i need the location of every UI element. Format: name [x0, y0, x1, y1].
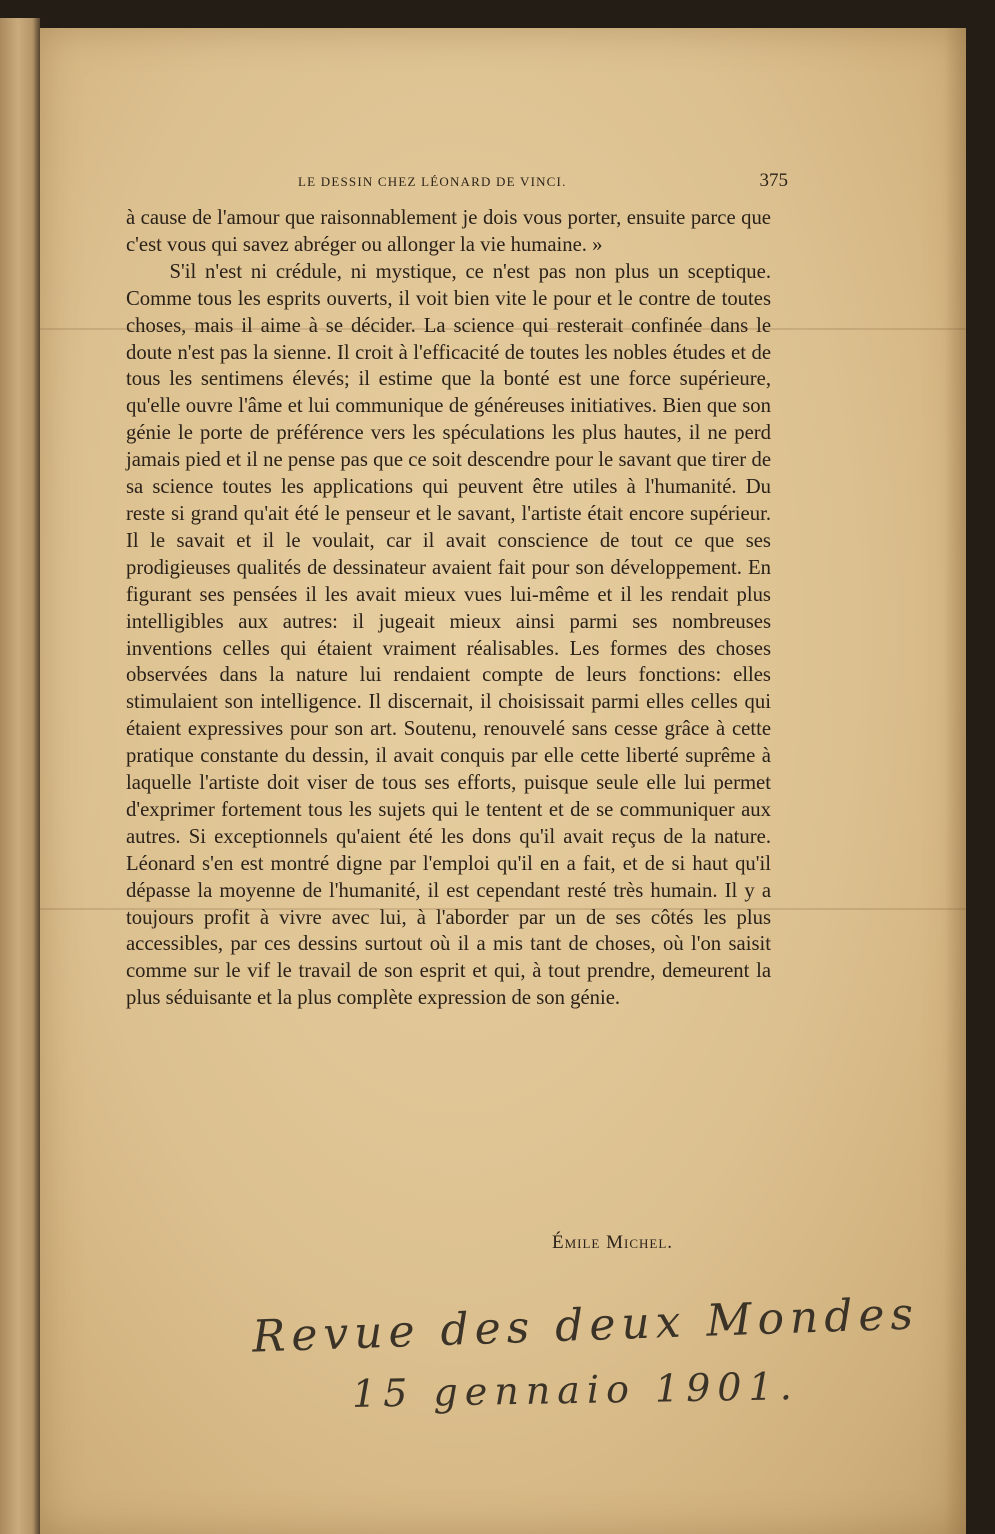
paragraph: S'il n'est ni crédule, ni mystique, ce n'est pas non plus un sceptique. Comme tous les esprits ouverts, il voit bien vite le pour et le contre de toutes choses, mais il aime à se décider. La science qui resterait confinée dans le doute n'est pas la sienne. Il croit à l'efficacité de toutes les nobles études et de tous les sentimens élevés; il estime que la bonté est une force supérieure, qu'elle ouvre l'âme et lui communique de généreuses initiatives. Bien que son génie le porte de préférence vers les spéculations les plus hautes, il ne perd jamais pied et il ne pense pas que ce soit descendre pour le savant que tirer de sa science toutes les applications qui peuvent être utiles à l'humanité. Du reste si grand qu'ait été le penseur et le savant, l'artiste était encore supérieur. Il le savait et il le voulait, car il avait conscience de tout ce que ses prodigieuses qualités de dessinateur avaient fait pour son développement. En figurant ses pensées il les avait mieux vues lui-même et il les rendait plus intelligibles aux autres: il jugeait mieux ainsi parmi ses nombreuses inventions celles qui étaient vraiment réalisables. Les formes des choses observées dans la nature lui rendaient compte de leurs fonctions: elles stimulaient son intelligence. Il discernait, il choisissait parmi elles celles qui étaient expressives pour son art. Soutenu, renouvelé sans cesse grâce à cette pratique constante du dessin, il avait conquis par elle cette liberté suprême à laquelle l'artiste doit viser de tous ses efforts, puisque seule elle lui permet d'exprimer fortement tous les sujets qui le tentent et de se communiquer aux autres. Si exceptionnels qu'aient été les dons qu'il avait reçus de la nature. Léonard s'en est montré digne par l'emploi qu'il en a fait, et de si haut qu'il dépasse la moyenne de l'humanité, il est cependant resté très humain. Il y a toujours profit à vivre avec lui, à l'aborder par un de ses côtés les plus accessibles, par ces dessins surtout où il a mis tant de choses, où l'on saisit comme sur le vif le travail de son esprit et qui, à tout prendre, demeurent la plus séduisante et la plus complète expression de son génie.	[126, 260, 771, 1010]
handwritten-note-line: 15 gennaio 1901.	[351, 1364, 800, 1416]
author-signature: Émile Michel.	[552, 1232, 674, 1253]
running-title: LE DESSIN CHEZ LÉONARD DE VINCI.	[298, 174, 567, 189]
page-number: 375	[759, 170, 788, 191]
handwritten-note-line: Revue des deux Mondes	[251, 1288, 920, 1363]
body-text	[126, 205, 771, 1012]
paragraph: à cause de l'amour que raisonnablement je dois vous porter, ensuite parce que c'est vous qui savez abréger ou allonger la vie humaine. »	[126, 207, 771, 256]
page-edge-shading	[944, 28, 966, 1534]
